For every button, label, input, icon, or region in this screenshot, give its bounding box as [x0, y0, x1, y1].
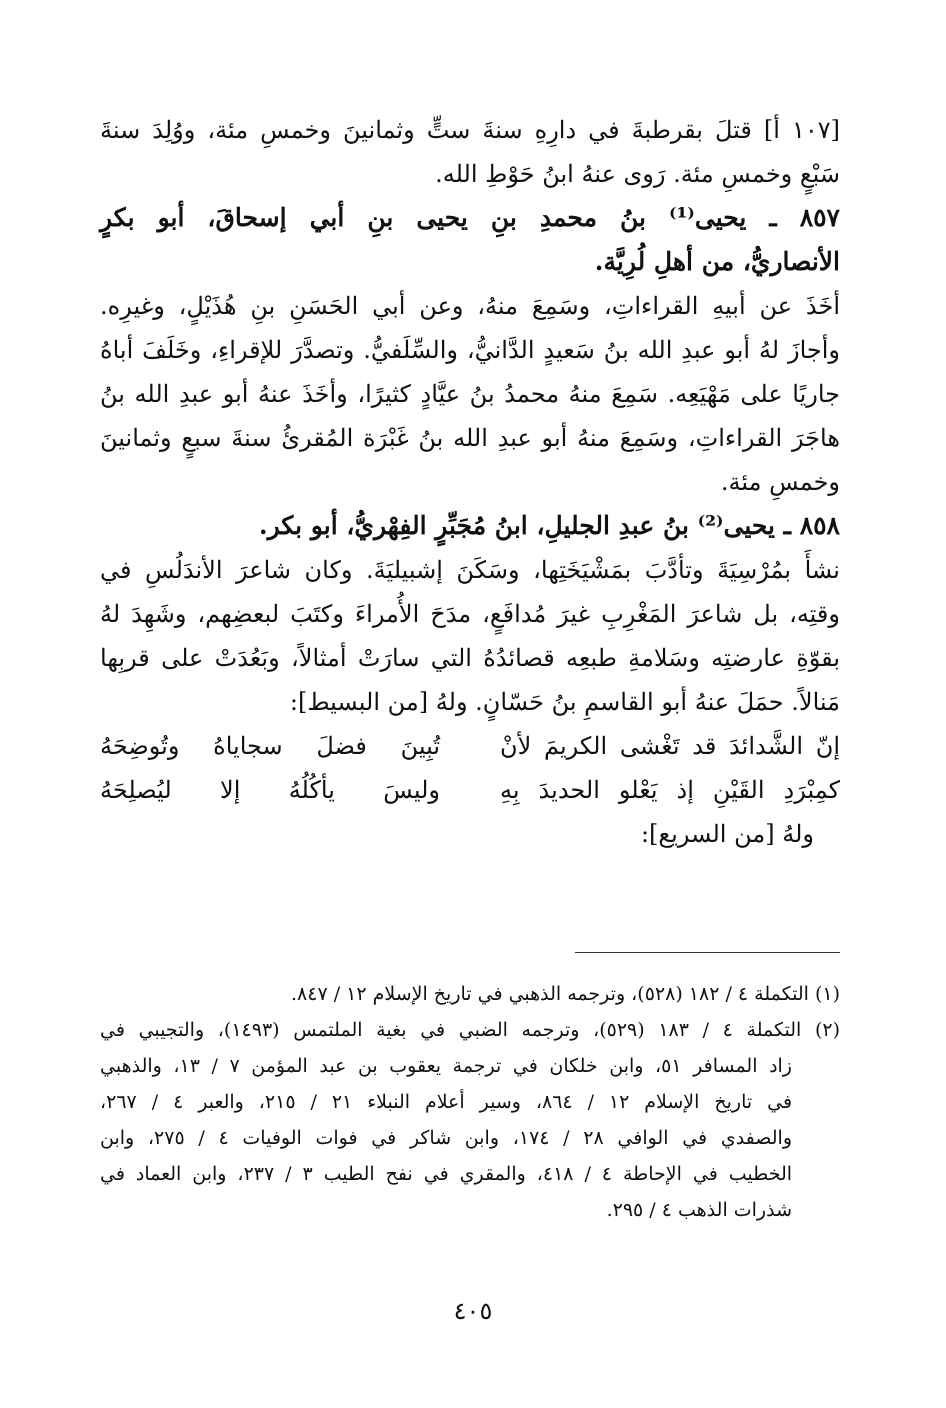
body-line: [١٠٧ أ] قتلَ بقرطبةَ في دارِهِ سنةَ ستٍّ وثمانينَ وخمسِ مئة، ووُلِدَ سنةَ	[100, 116, 840, 144]
footnote-line: شذرات الذهب ٤ / ٢٩٥.	[606, 1199, 792, 1221]
body-line: ولهُ [من السريع]:	[640, 820, 814, 848]
body-line: مَنالاً. حمَلَ عنهُ أبو القاسمِ بنُ حَسّانٍ. ولهُ [من البسيط]:	[289, 688, 840, 716]
footnote-line: في تاريخ الإسلام ١٢ / ٨٦٤، وسير أعلام النبلاء ٢١ / ٢١٥، والعبر ٤ / ٢٦٧،	[100, 1091, 793, 1113]
page-body	[100, 108, 840, 856]
footnote-line: والصفدي في الوافي ٢٨ / ١٧٤، وابن شاكر في فوات الوفيات ٤ / ٢٧٥، وابن	[100, 1127, 793, 1149]
body-line: سَبْعٍ وخمسِ مئة. رَوى عنهُ ابنُ حَوْطِ الله.	[435, 160, 840, 188]
footnote-line: (٢) التكملة ٤ / ١٨٣ (٥٢٩)، وترجمه الضبي في بغية الملتمس (١٤٩٣)، والتجيبي في	[100, 1019, 841, 1041]
footnote-line: (١) التكملة ٤ / ١٨٢ (٥٢٨)، وترجمه الذهبي في تاريخ الإسلام ١٢ / ٨٤٧.	[290, 983, 840, 1005]
entry-heading-857: ٨٥٧ ـ يحيى⁽¹⁾ بنُ محمدِ بنِ يحيى بنِ أبي إسحاقَ، أبو بكرٍ	[100, 203, 840, 232]
verse-row	[100, 724, 840, 768]
body-line: وخمسِ مئة.	[720, 468, 840, 496]
body-line: وقتِه، بل شاعرَ المَغْرِبِ غيرَ مُدافَعٍ، مدَحَ الأُمراءَ وكتَبَ لبعضِهم، وشَهِدَ لهُ	[100, 600, 840, 628]
footnote-divider	[575, 952, 840, 953]
body-line: أخَذَ عن أبيهِ القراءاتِ، وسَمِعَ منهُ، وعن أبي الحَسَنِ بنِ هُذَيْلٍ، وغيرِه.	[100, 292, 840, 320]
body-line: هاجَرَ القراءاتِ، وسَمِعَ منهُ أبو عبدِ الله بنُ غَبْرَة المُقرئُ سنةَ سبعٍ وثمانينَ	[100, 424, 840, 452]
footnote-line: الخطيب في الإحاطة ٤ / ٤١٨، والمقري في نفح الطيب ٣ / ٢٣٧، وابن العماد في	[100, 1163, 793, 1185]
body-line: وأجازَ لهُ أبو عبدِ الله بنُ سَعيدٍ الدَّانيُّ، والسِّلَفيُّ. وتصدَّرَ للإقراءِ، وخَلَفَ أباهُ	[100, 336, 840, 364]
entry-heading-858: ٨٥٨ ـ يحيى⁽²⁾ بنُ عبدِ الجليلِ، ابنُ مُجَبِّرٍ الفِهْريُّ، أبو بكر.	[258, 511, 840, 540]
entry-heading-857-cont: الأنصاريُّ، من أهلِ لُرِيَّة.	[594, 247, 840, 276]
poem-verses	[100, 724, 840, 812]
page-number: ٤٠٥	[453, 1297, 493, 1325]
footnotes	[100, 976, 840, 1228]
verse-first-hemistich: إنّ الشَّدائدَ قد تَغْشى الكريمَ لأنْ	[500, 732, 840, 760]
verse-first-hemistich: كمِبْرَدِ القَيْنِ إذ يَعْلو الحديدَ بِهِ	[500, 776, 840, 804]
body-line: جاريًا على مَهْيَعِه. سَمِعَ منهُ محمدُ بنُ عيَّادٍ كثيرًا، وأخَذَ عنهُ أبو عبدِ الله بنُ	[100, 380, 840, 408]
body-line: نشأَ بمُرْسِيَةَ وتأدَّبَ بمَشْيَخَتِها، وسَكَنَ إشبيليَةَ. وكان شاعرَ الأندَلُسِ في	[100, 556, 840, 584]
verse-second-hemistich: وليسَ يأكُلُهُ إلا ليُصلِحَهُ	[100, 776, 440, 804]
verse-second-hemistich: تُبِينَ فضلَ سجاياهُ وتُوضِحَهُ	[100, 732, 440, 760]
verse-row	[100, 768, 840, 812]
body-line: بقوّةِ عارضتِه وسَلامةِ طبعِه قصائدُهُ التي سارَتْ أمثالاً، وبَعُدَتْ على قربِها	[100, 644, 840, 672]
footnote-line: زاد المسافر ٥١، وابن خلكان في ترجمة يعقوب بن عبد المؤمن ٧ / ١٣، والذهبي	[100, 1055, 792, 1077]
